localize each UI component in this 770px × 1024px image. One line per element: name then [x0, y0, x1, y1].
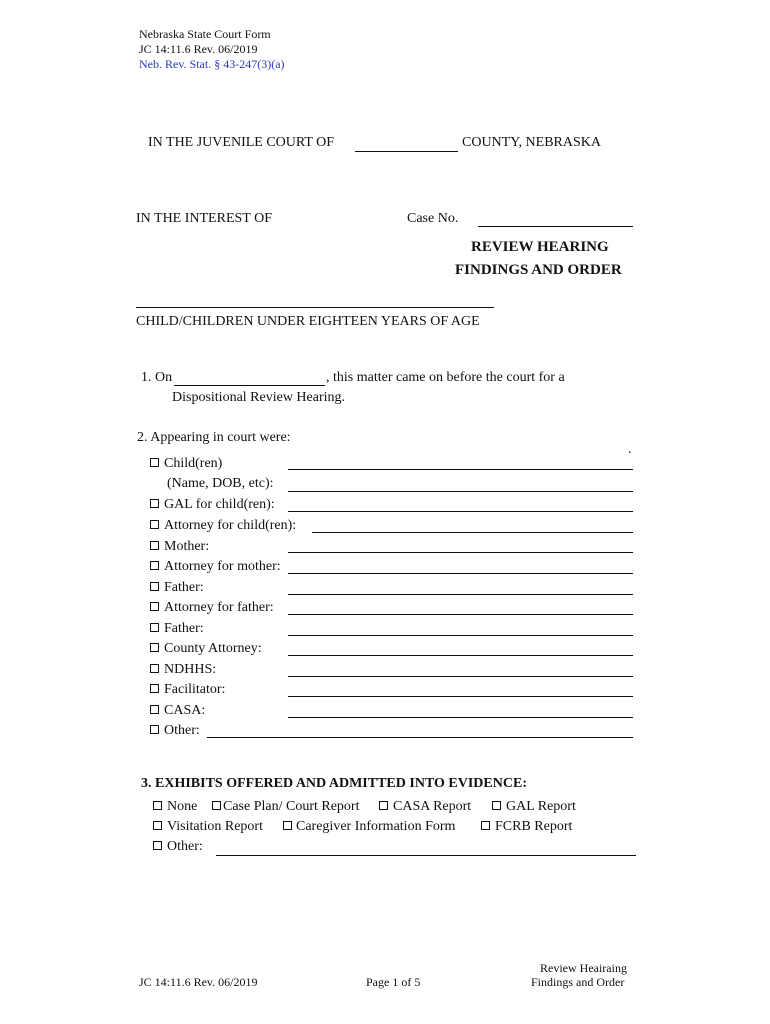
children-blank[interactable]: [288, 469, 633, 470]
item3-label: 3. EXHIBITS OFFERED AND ADMITTED INTO EVIDENCE:: [141, 776, 527, 791]
exhibit-fcrb-report[interactable]: FCRB Report: [481, 819, 572, 835]
stray-dot: .: [628, 442, 632, 457]
party-attorney-mother[interactable]: Attorney for mother:: [150, 559, 281, 575]
item1-line2: Dispositional Review Hearing.: [172, 390, 346, 405]
party-father[interactable]: Father:: [150, 580, 204, 596]
court-suffix: COUNTY, NEBRASKA: [462, 135, 601, 150]
statute-link[interactable]: Neb. Rev. Stat. § 43-247(3)(a): [139, 57, 285, 71]
item1-prefix: 1. On: [141, 370, 173, 385]
checkbox[interactable]: [379, 801, 388, 810]
checkbox[interactable]: [150, 623, 159, 632]
exhibit-other[interactable]: Other:: [153, 839, 203, 855]
title-line-2: FINDINGS AND ORDER: [455, 262, 622, 278]
exhibit-casa-report[interactable]: CASA Report: [379, 799, 471, 815]
exhibit-visitation-report[interactable]: Visitation Report: [153, 819, 263, 835]
county-blank[interactable]: [355, 151, 458, 152]
party-gal[interactable]: GAL for child(ren):: [150, 497, 275, 513]
interest-of-label: IN THE INTEREST OF: [136, 211, 272, 226]
child-name-blank[interactable]: [136, 307, 494, 308]
form-number: JC 14:11.6 Rev. 06/2019: [139, 42, 258, 56]
checkbox[interactable]: [492, 801, 501, 810]
checkbox[interactable]: [150, 520, 159, 529]
children-name-blank[interactable]: [288, 491, 633, 492]
casa-blank[interactable]: [288, 717, 633, 718]
title-line-1: REVIEW HEARING: [471, 239, 609, 255]
exhibit-gal-report[interactable]: GAL Report: [492, 799, 576, 815]
checkbox[interactable]: [150, 458, 159, 467]
party-ndhhs[interactable]: NDHHS:: [150, 662, 216, 678]
checkbox[interactable]: [153, 821, 162, 830]
case-no-blank[interactable]: [478, 226, 633, 227]
checkbox[interactable]: [150, 643, 159, 652]
footer-title-1: Review Heairaing: [540, 961, 627, 975]
checkbox[interactable]: [153, 801, 162, 810]
children-label: CHILD/CHILDREN UNDER EIGHTEEN YEARS OF AGE: [136, 314, 480, 329]
mother-blank[interactable]: [288, 552, 633, 553]
checkbox[interactable]: [150, 705, 159, 714]
exhibit-other-blank[interactable]: [216, 855, 636, 856]
party-father-2[interactable]: Father:: [150, 621, 204, 637]
case-no-label: Case No.: [407, 211, 459, 226]
father-2-blank[interactable]: [288, 635, 633, 636]
footer-page-number: Page 1 of 5: [366, 975, 421, 989]
gal-blank[interactable]: [288, 511, 633, 512]
footer-title-2: Findings and Order: [531, 975, 625, 989]
party-attorney-child[interactable]: Attorney for child(ren):: [150, 518, 296, 534]
ndhhs-blank[interactable]: [288, 676, 633, 677]
facilitator-blank[interactable]: [288, 696, 633, 697]
checkbox[interactable]: [283, 821, 292, 830]
checkbox[interactable]: [150, 602, 159, 611]
checkbox[interactable]: [150, 664, 159, 673]
party-county-attorney[interactable]: County Attorney:: [150, 641, 262, 657]
form-name: Nebraska State Court Form: [139, 27, 271, 41]
attorney-child-blank[interactable]: [312, 532, 633, 533]
item2-label: 2. Appearing in court were:: [137, 430, 291, 445]
exhibit-case-plan[interactable]: Case Plan/ Court Report: [212, 799, 360, 815]
attorney-mother-blank[interactable]: [288, 573, 633, 574]
county-attorney-blank[interactable]: [288, 655, 633, 656]
father-blank[interactable]: [288, 594, 633, 595]
party-mother[interactable]: Mother:: [150, 539, 209, 555]
checkbox[interactable]: [150, 582, 159, 591]
exhibit-caregiver-form[interactable]: Caregiver Information Form: [283, 819, 455, 835]
checkbox[interactable]: [153, 841, 162, 850]
court-prefix: IN THE JUVENILE COURT OF: [148, 135, 335, 150]
checkbox[interactable]: [150, 541, 159, 550]
party-other[interactable]: Other:: [150, 723, 200, 739]
party-attorney-father[interactable]: Attorney for father:: [150, 600, 274, 616]
checkbox[interactable]: [150, 561, 159, 570]
checkbox[interactable]: [212, 801, 221, 810]
exhibit-none[interactable]: None: [153, 799, 197, 815]
footer-form-number: JC 14:11.6 Rev. 06/2019: [139, 975, 258, 989]
party-facilitator[interactable]: Facilitator:: [150, 682, 225, 698]
party-casa[interactable]: CASA:: [150, 703, 205, 719]
hearing-date-blank[interactable]: [174, 385, 325, 386]
party-children[interactable]: Child(ren): [150, 456, 222, 472]
checkbox[interactable]: [150, 684, 159, 693]
checkbox[interactable]: [481, 821, 490, 830]
item1-suffix: , this matter came on before the court for a: [326, 370, 565, 385]
checkbox[interactable]: [150, 499, 159, 508]
other-party-blank[interactable]: [207, 737, 633, 738]
attorney-father-blank[interactable]: [288, 614, 633, 615]
checkbox[interactable]: [150, 725, 159, 734]
children-name-hint: (Name, DOB, etc):: [167, 476, 274, 491]
